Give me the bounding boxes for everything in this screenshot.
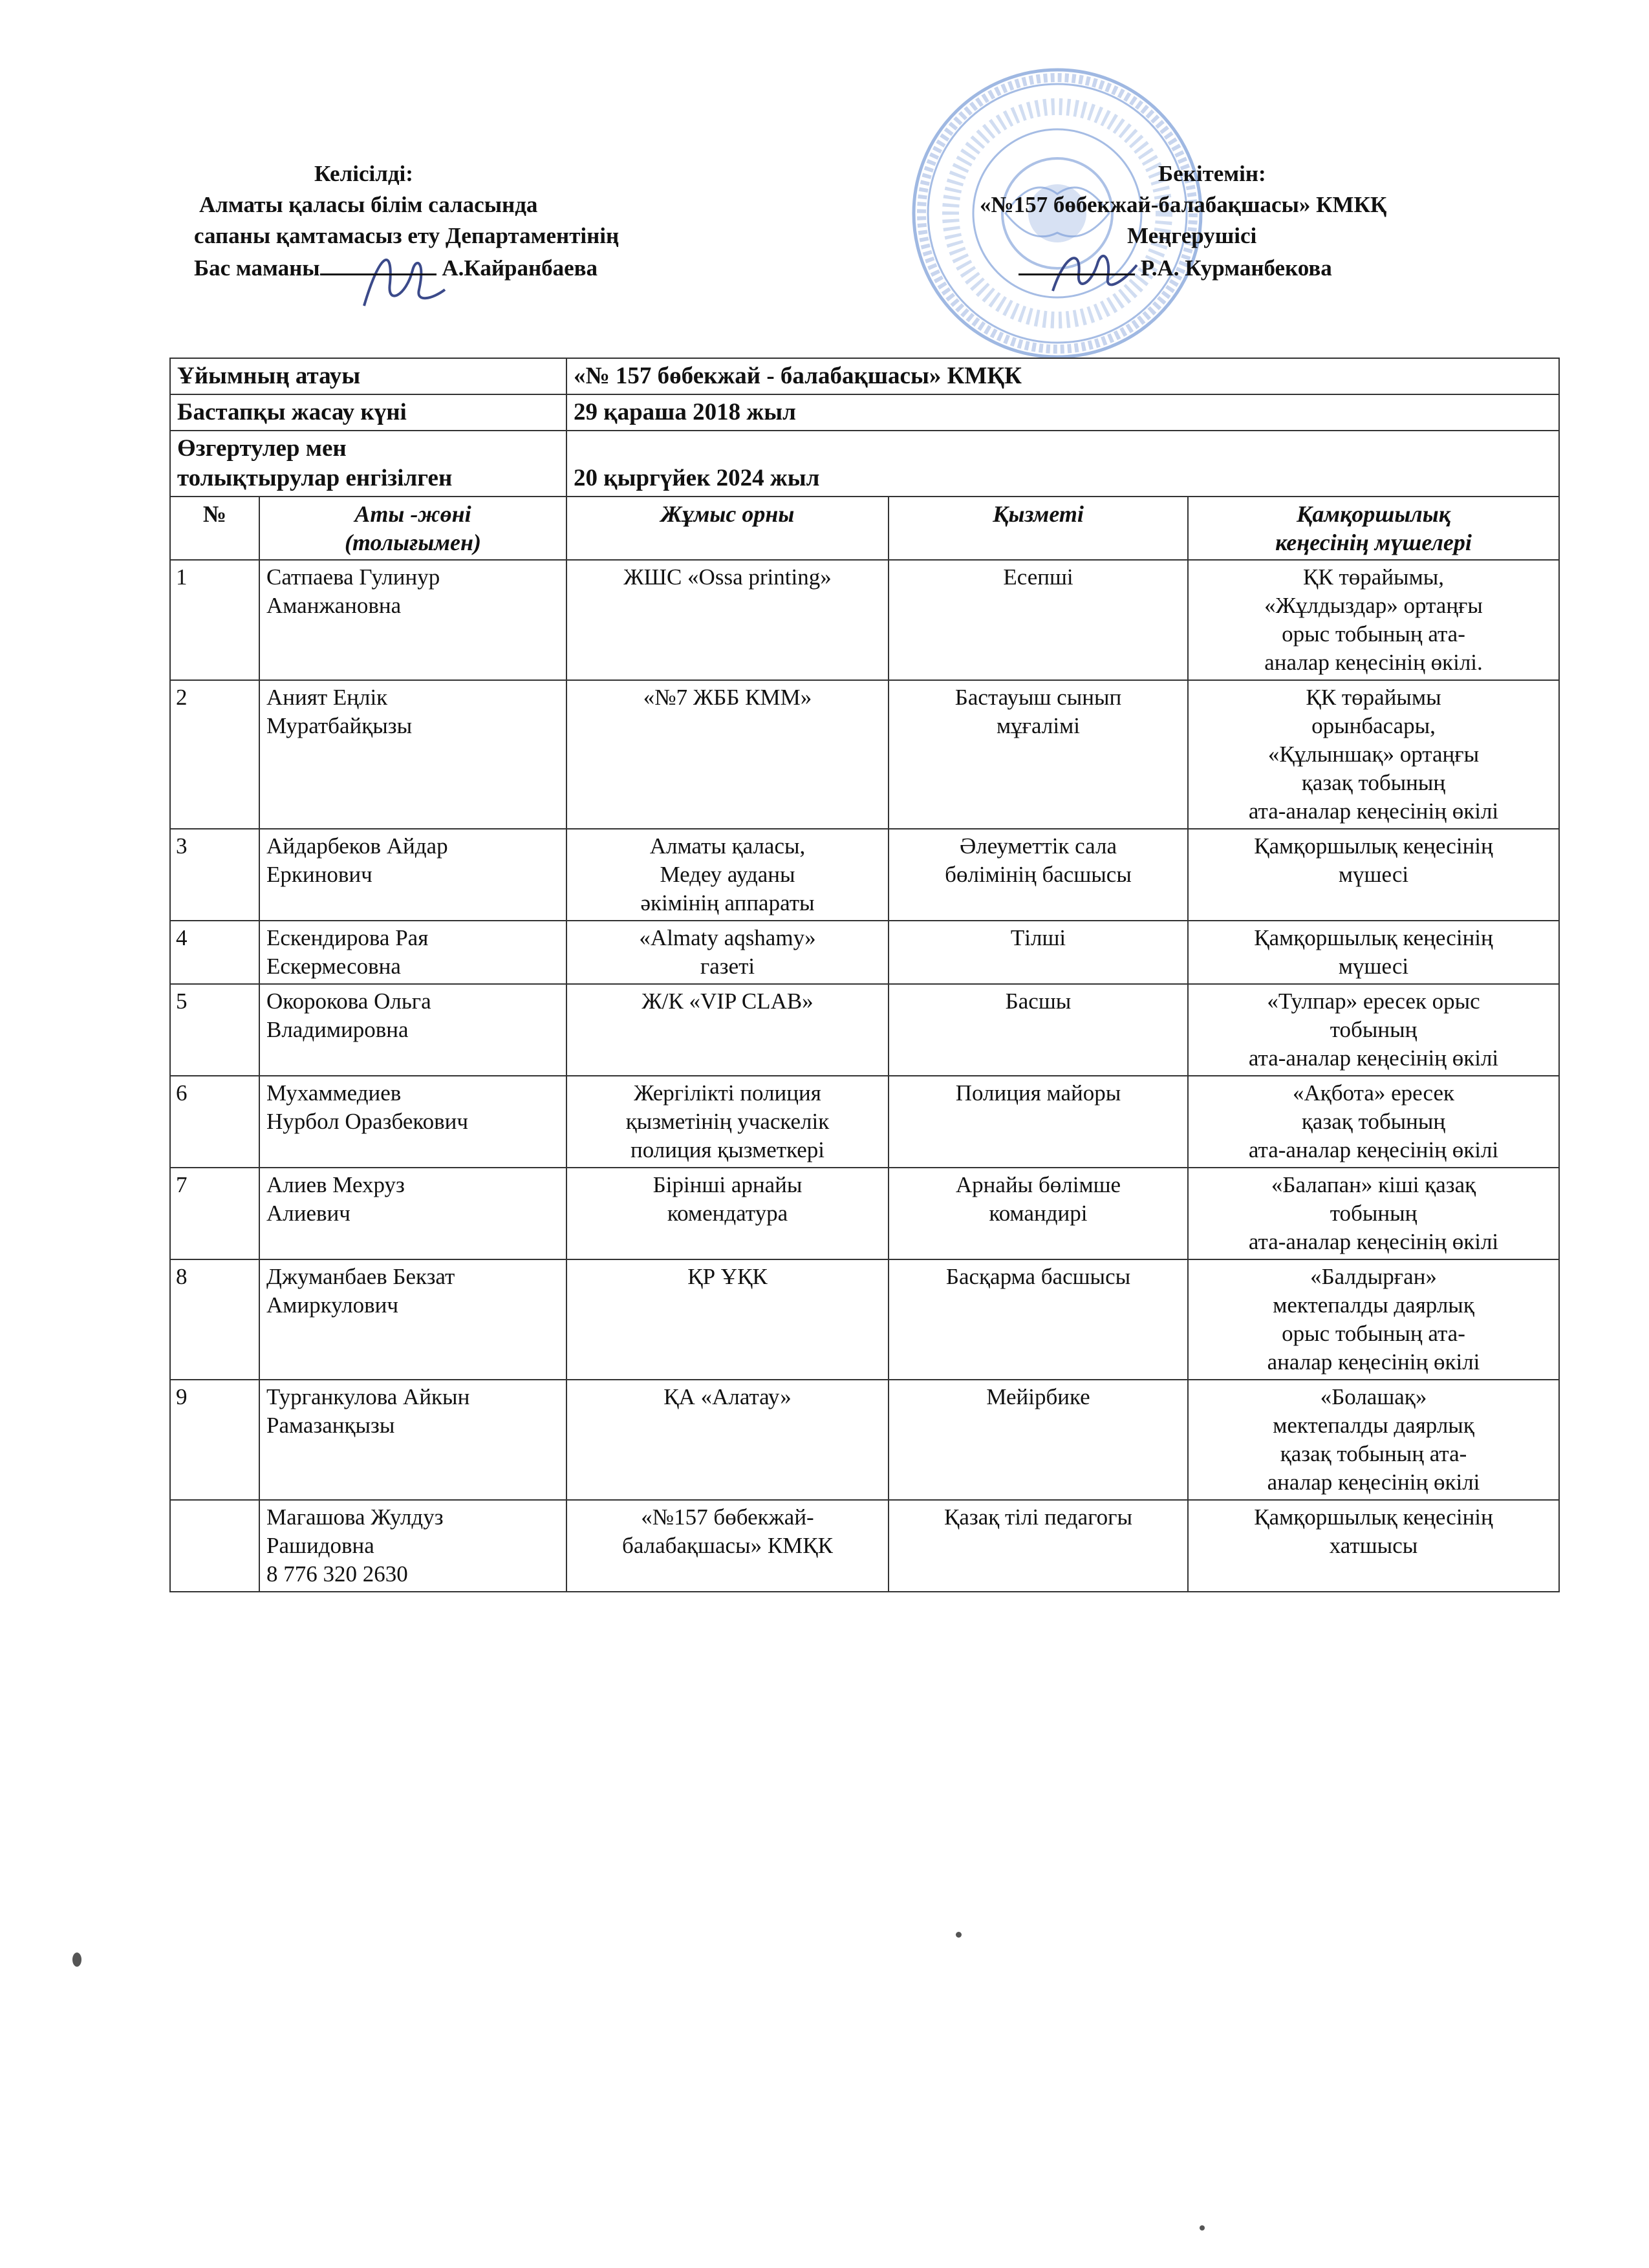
row-workplace — [566, 1259, 889, 1380]
cell-line: Арнайы бөлімше — [955, 1172, 1121, 1197]
row-board-role — [1188, 1168, 1559, 1259]
cell-line: «Ақбота» ересек — [1292, 1080, 1455, 1106]
cell-line: Владимировна — [266, 1017, 409, 1042]
row-position — [889, 560, 1188, 680]
table-row — [170, 680, 1559, 829]
table-header-row — [170, 497, 1559, 560]
row-name — [259, 1259, 566, 1380]
row-number: 5 — [170, 984, 259, 1076]
row-number: 7 — [170, 1168, 259, 1259]
cell-line: балабақшасы» КМҚК — [622, 1533, 833, 1558]
created-row — [170, 394, 1559, 431]
cell-line: «№7 ЖББ КММ» — [643, 685, 812, 710]
agreed-title: Келісілді: — [314, 161, 413, 186]
cell-line: Ескендирова Рая — [266, 925, 429, 950]
cell-line: Турганкулова Айкын — [266, 1384, 470, 1409]
cell-line: қазақ тобының — [1301, 1109, 1446, 1134]
cell-line: ата-аналар кеңесінің өкілі — [1248, 1229, 1499, 1254]
cell-line: Мухаммедиев — [266, 1080, 402, 1106]
row-board-role — [1188, 1380, 1559, 1500]
cell-line: Басқарма басшысы — [945, 1264, 1131, 1289]
table-rows — [170, 560, 1559, 1592]
cell-line: «Балдырған» — [1310, 1264, 1437, 1289]
agreed-line-2: сапаны қамтамасыз ету Департаментінің — [194, 223, 620, 248]
scan-speck — [72, 1952, 81, 1967]
row-name — [259, 1380, 566, 1500]
cell-line: «№157 бөбекжай- — [641, 1504, 814, 1530]
org-value: «№ 157 бөбекжай - балабақшасы» КМҚК — [566, 358, 1559, 394]
row-workplace — [566, 1380, 889, 1500]
cell-line: аналар кеңесінің өкілі. — [1264, 650, 1483, 675]
cell-line: әкімінің аппараты — [640, 890, 815, 915]
cell-line: Еркинович — [266, 862, 372, 887]
signature-line — [1018, 251, 1135, 275]
row-workplace — [566, 560, 889, 680]
cell-line: полиция қызметкері — [630, 1137, 824, 1162]
cell-line: Ескермесовна — [266, 954, 401, 979]
scan-speck — [956, 1932, 962, 1938]
row-name — [259, 921, 566, 984]
row-name — [259, 680, 566, 829]
row-board-role — [1188, 829, 1559, 921]
row-number: 3 — [170, 829, 259, 921]
approved-org: «№157 бөбекжай-балабақшасы» КМКҚ — [980, 192, 1387, 217]
row-position — [889, 829, 1188, 921]
table-row — [170, 1380, 1559, 1500]
row-name — [259, 829, 566, 921]
cell-line: Алиевич — [266, 1201, 350, 1226]
cell-line: Сатпаева Гулинур — [266, 564, 440, 590]
cell-line: мүшесі — [1338, 954, 1409, 979]
row-position — [889, 1500, 1188, 1592]
cell-line: «Болашақ» — [1320, 1384, 1427, 1409]
col-work: Жұмыс орны — [566, 497, 889, 560]
board-members-table — [169, 358, 1560, 1592]
row-position — [889, 1259, 1188, 1380]
col-name: Аты -жөні (толығымен) — [259, 497, 566, 560]
cell-line: Медеу ауданы — [660, 862, 795, 887]
col-num: № — [170, 497, 259, 560]
row-number — [170, 1500, 259, 1592]
cell-line: аналар кеңесінің өкілі — [1267, 1470, 1480, 1495]
cell-line: Амиркулович — [266, 1292, 398, 1318]
cell-line: Мейірбике — [986, 1384, 1090, 1409]
row-workplace — [566, 1500, 889, 1592]
cell-line: ҚК төрайымы, — [1303, 564, 1444, 590]
cell-line: тобының — [1330, 1017, 1417, 1042]
cell-line: Алиев Мехруз — [266, 1172, 405, 1197]
cell-line: Есепші — [1003, 564, 1073, 590]
cell-line: ата-аналар кеңесінің өкілі — [1248, 1045, 1499, 1071]
cell-line: «Балапан» кіші қазақ — [1271, 1172, 1476, 1197]
cell-line: Басшы — [1005, 989, 1072, 1014]
signature-line — [320, 251, 436, 275]
table-row — [170, 1168, 1559, 1259]
row-position — [889, 680, 1188, 829]
cell-line: командирі — [989, 1201, 1088, 1226]
row-position — [889, 1380, 1188, 1500]
approved-title: Бекітемін: — [1158, 161, 1266, 186]
cell-line: Бастауыш сынып — [954, 685, 1122, 710]
cell-line: ата-аналар кеңесінің өкілі — [1248, 798, 1499, 824]
agreed-position: Бас маманы — [194, 255, 320, 281]
cell-line: Айдарбеков Айдар — [266, 833, 448, 859]
changes-value: 20 қыргүйек 2024 жыл — [566, 431, 1559, 497]
table-row — [170, 921, 1559, 984]
cell-line: Жергілікті полиция — [634, 1080, 821, 1106]
cell-line: қазақ тобының ата- — [1280, 1441, 1467, 1466]
cell-line: қазақ тобының — [1301, 770, 1446, 795]
cell-line: «Тулпар» ересек орыс — [1267, 989, 1480, 1014]
cell-line: Муратбайқызы — [266, 713, 413, 738]
col-member: Қамқоршылық кеңесінің мүшелері — [1188, 497, 1559, 560]
cell-line: «Almaty aqshamy» — [639, 925, 816, 950]
cell-line: Нурбол Оразбекович — [266, 1109, 468, 1134]
row-name — [259, 560, 566, 680]
row-number: 9 — [170, 1380, 259, 1500]
cell-line: тобының — [1330, 1201, 1417, 1226]
table-row — [170, 1076, 1559, 1168]
cell-line: комендатура — [667, 1201, 788, 1226]
cell-line: Тілші — [1010, 925, 1066, 950]
row-workplace — [566, 829, 889, 921]
cell-line: Қамқоршылық кеңесінің — [1254, 1504, 1493, 1530]
table-row — [170, 1259, 1559, 1380]
cell-line: ҚК төрайымы — [1306, 685, 1441, 710]
cell-line: Полиция майоры — [955, 1080, 1121, 1106]
row-number: 4 — [170, 921, 259, 984]
table-row — [170, 1500, 1559, 1592]
row-workplace — [566, 921, 889, 984]
row-name — [259, 1500, 566, 1592]
cell-line: ҚР ҰҚК — [687, 1264, 768, 1289]
approved-name: Р.А. Курманбекова — [1140, 255, 1332, 281]
cell-line: Әлеуметтік сала — [959, 833, 1117, 859]
cell-line: орынбасары, — [1311, 713, 1436, 738]
agreed-name: А.Кайранбаева — [442, 255, 598, 281]
cell-line: ЖШС «Ossa printing» — [623, 564, 832, 590]
cell-line: Рамазанқызы — [266, 1413, 395, 1438]
row-position — [889, 1076, 1188, 1168]
cell-line: Қамқоршылық кеңесінің — [1254, 925, 1493, 950]
cell-line: Аният Еңлік — [266, 685, 388, 710]
row-board-role — [1188, 984, 1559, 1076]
cell-line: «Құлыншақ» ортаңғы — [1267, 742, 1480, 767]
changes-row — [170, 431, 1559, 497]
row-name — [259, 984, 566, 1076]
row-name — [259, 1168, 566, 1259]
cell-line: орыс тобының ата- — [1282, 1321, 1465, 1346]
cell-line: 8 776 320 2630 — [266, 1561, 408, 1587]
cell-line: Бірінші арнайы — [652, 1172, 803, 1197]
col-role: Қызметі — [889, 497, 1188, 560]
row-number: 6 — [170, 1076, 259, 1168]
row-workplace — [566, 680, 889, 829]
row-name — [259, 1076, 566, 1168]
cell-line: мүшесі — [1338, 862, 1409, 887]
agreed-line-1: Алматы қаласы білім саласында — [199, 192, 538, 217]
row-number: 2 — [170, 680, 259, 829]
approval-right-block — [980, 158, 1386, 284]
row-board-role — [1188, 680, 1559, 829]
row-number: 1 — [170, 560, 259, 680]
cell-line: орыс тобының ата- — [1282, 621, 1465, 647]
cell-line: Қазақ тілі педагогы — [944, 1504, 1132, 1530]
cell-line: Қамқоршылық кеңесінің — [1254, 833, 1493, 859]
cell-line: газеті — [700, 954, 755, 979]
cell-line: мектепалды даярлық — [1273, 1292, 1474, 1318]
row-workplace — [566, 1076, 889, 1168]
table-row — [170, 984, 1559, 1076]
row-number: 8 — [170, 1259, 259, 1380]
cell-line: бөлімінің басшысы — [945, 862, 1132, 887]
cell-line: Аманжановна — [266, 593, 402, 618]
org-name-row — [170, 358, 1559, 394]
row-position — [889, 984, 1188, 1076]
cell-line: Окорокова Ольга — [266, 989, 431, 1014]
cell-line: Магашова Жулдуз — [266, 1504, 444, 1530]
approved-position: Меңгерушісі — [1127, 223, 1257, 248]
row-board-role — [1188, 1259, 1559, 1380]
changes-label: Өзгертулер мен толықтырулар енгізілген — [170, 431, 566, 497]
row-board-role — [1188, 921, 1559, 984]
cell-line: Джуманбаев Бекзат — [266, 1264, 455, 1289]
row-board-role — [1188, 560, 1559, 680]
approval-left-block — [194, 158, 619, 284]
cell-line: қызметінің учаскелік — [625, 1109, 830, 1134]
row-position — [889, 921, 1188, 984]
org-label: Ұйымның атауы — [170, 358, 566, 394]
table-row — [170, 829, 1559, 921]
table-row — [170, 560, 1559, 680]
cell-line: «Жұлдыздар» ортаңғы — [1264, 593, 1483, 618]
cell-line: хатшысы — [1329, 1533, 1418, 1558]
scan-speck — [1200, 2225, 1205, 2231]
cell-line: Рашидовна — [266, 1533, 374, 1558]
created-label: Бастапқы жасау күні — [170, 394, 566, 431]
cell-line: мектепалды даярлық — [1273, 1413, 1474, 1438]
row-workplace — [566, 1168, 889, 1259]
row-position — [889, 1168, 1188, 1259]
cell-line: аналар кеңесінің өкілі — [1267, 1349, 1480, 1375]
row-workplace — [566, 984, 889, 1076]
cell-line: ҚА «Алатау» — [663, 1384, 792, 1409]
row-board-role — [1188, 1076, 1559, 1168]
created-value: 29 қараша 2018 жыл — [566, 394, 1559, 431]
cell-line: мұғалімі — [997, 713, 1080, 738]
row-board-role — [1188, 1500, 1559, 1592]
cell-line: Ж/К «VIP CLAB» — [641, 989, 814, 1014]
cell-line: ата-аналар кеңесінің өкілі — [1248, 1137, 1499, 1162]
cell-line: Алматы қаласы, — [649, 833, 806, 859]
